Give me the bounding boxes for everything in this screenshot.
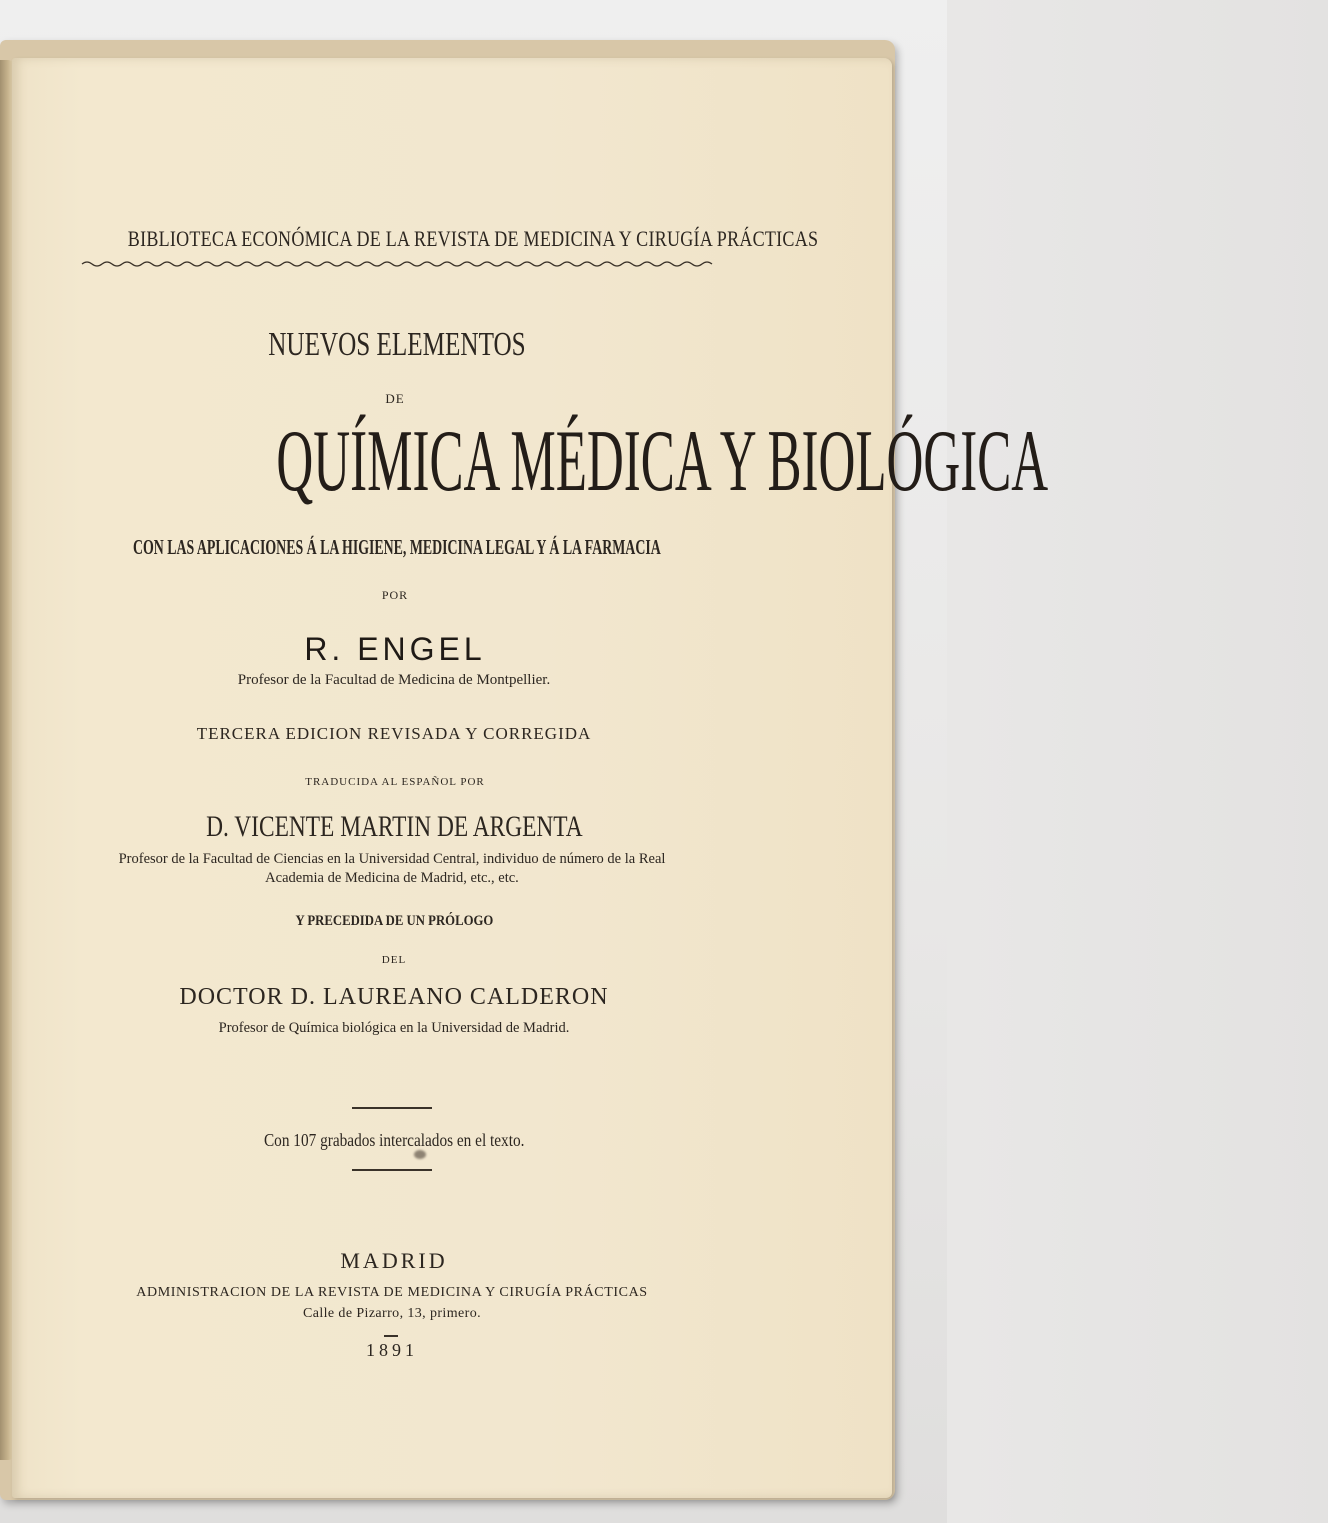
wavy-rule	[82, 258, 712, 270]
publication-year: 1891	[366, 1340, 418, 1360]
author-name: R. ENGEL	[304, 631, 486, 667]
series-title: BIBLIOTECA ECONÓMICA DE LA REVISTA DE MEDICINA Y CIRUGÍA PRÁCTICAS	[127, 226, 819, 251]
publication-city: MADRID	[340, 1248, 448, 1273]
title-page	[12, 58, 1049, 1498]
rule-bottom	[352, 1169, 432, 1171]
subtitle: CON LAS APLICACIONES Á LA HIGIENE, MEDICINA LEGAL Y Á LA FARMACIA	[133, 535, 661, 559]
year-dash	[384, 1335, 398, 1337]
prologuist-affiliation: Profesor de Química biológica en la Universidad de Madrid.	[218, 1020, 570, 1036]
rule-top	[352, 1107, 432, 1109]
ink-spot	[414, 1150, 426, 1159]
translator-affiliation-line1: Profesor de la Facultad de Ciencias en la Universidad Central, individuo de número de la Real	[118, 851, 666, 867]
connector-del: DEL	[381, 954, 407, 966]
publisher: ADMINISTRACION DE LA REVISTA DE MEDICINA Y CIRUGÍA PRÁCTICAS	[136, 1285, 648, 1300]
translator-name: D. VICENTE MARTIN DE ARGENTA	[205, 810, 583, 843]
connector-de: DE	[385, 391, 405, 406]
prologuist-name: DOCTOR D. LAUREANO CALDERON	[179, 984, 609, 1010]
pre-title: NUEVOS ELEMENTOS	[268, 326, 526, 363]
engravings-note: Con 107 grabados intercalados en el texto.	[263, 1130, 525, 1150]
translated-by: TRADUCIDA AL ESPAÑOL POR	[305, 776, 485, 788]
preceded-by: Y PRECEDIDA DE UN PRÓLOGO	[295, 913, 493, 929]
author-affiliation: Profesor de la Facultad de Medicina de Montpellier.	[237, 672, 551, 688]
main-title: QUÍMICA MÉDICA Y BIOLÓGICA	[276, 413, 1049, 510]
edition-statement: TERCERA EDICION REVISADA Y CORREGIDA	[196, 724, 592, 743]
publisher-address: Calle de Pizarro, 13, primero.	[302, 1306, 481, 1321]
connector-por: POR	[381, 588, 409, 602]
translator-affiliation-line2: Academia de Medicina de Madrid, etc., etc.	[265, 870, 519, 886]
